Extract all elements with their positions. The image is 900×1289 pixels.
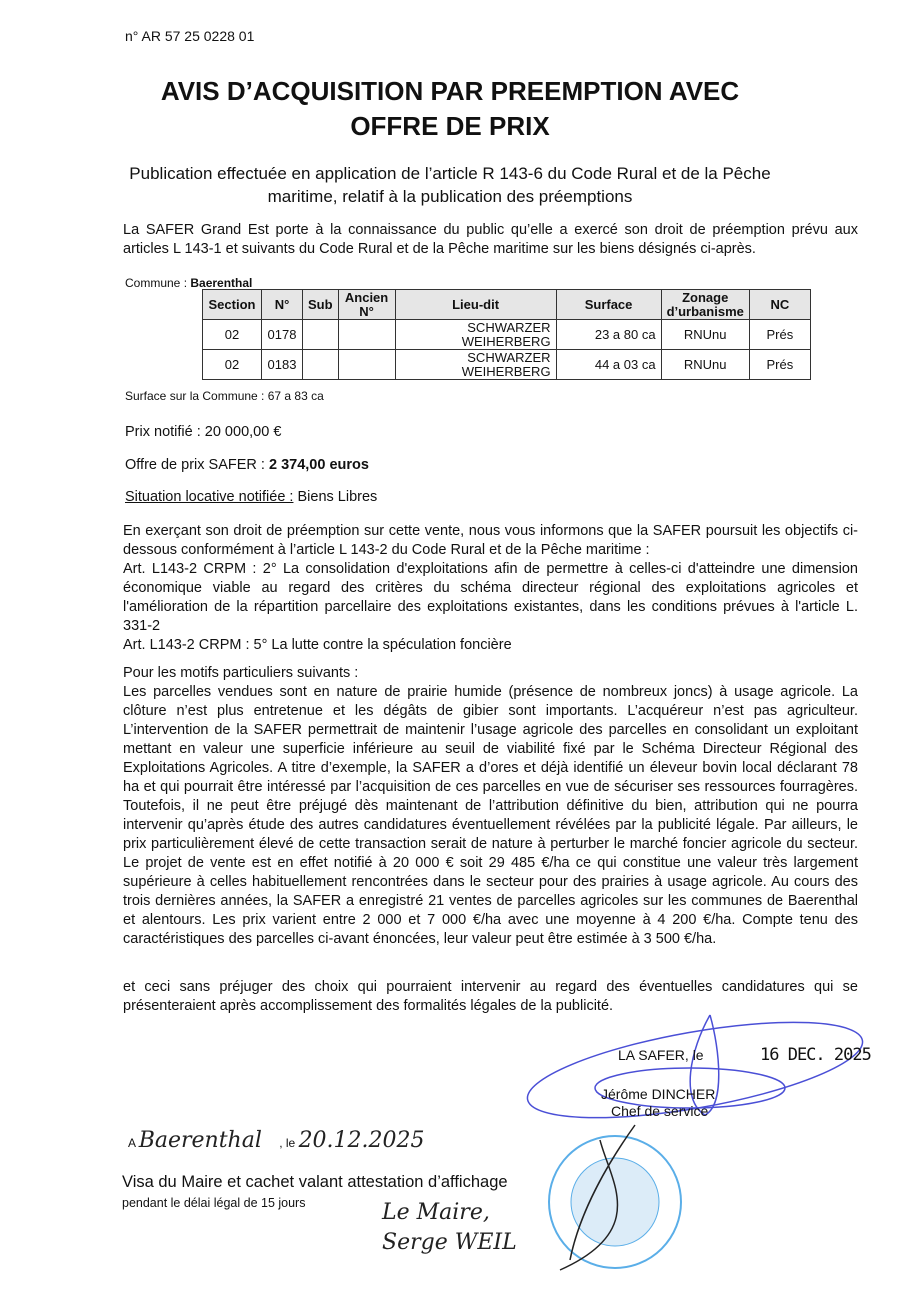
objectives-intro: En exerçant son droit de préemption sur cette vente, nous vous informons que la SAFER poursuit les objectifs ci-dessous conformément à l’article L 143-2 du Code Rural et de la Pêche maritime : (123, 523, 858, 558)
offre-safer (125, 457, 369, 473)
cell-old-number (338, 350, 395, 380)
cell-number: 0178 (262, 320, 303, 350)
a-label: A (128, 1136, 136, 1150)
situation-locative (125, 489, 377, 505)
cell-sub (303, 320, 339, 350)
prix-notifie: Prix notifié : 20 000,00 € (125, 424, 282, 440)
cell-sub (303, 350, 339, 380)
cell-nc: Prés (749, 350, 810, 380)
closing-paragraph: et ceci sans préjuger des choix qui pourraient intervenir au regard des éventuelles candidatures qui se présenteraient après accomplissement des formalités légales de la publicité. (123, 979, 858, 1014)
col-header: Sub (303, 290, 339, 320)
col-header: Zonage d’urbanisme (661, 290, 749, 320)
col-header: Ancien N° (338, 290, 395, 320)
delay-text: pendant le délai légal de 15 jours (122, 1196, 306, 1210)
commune-name: Baerenthal (190, 276, 253, 290)
motifs-text: Les parcelles vendues sont en nature de prairie humide (présence de nombreux joncs) à usage agricole. La clôture n’est plus entretenue et les dégâts de gibier sont importants. L’acquéreur n’est pas agriculteur. L’intervention de la SAFER permettrait de maintenir l’usage agricole des parcelles en consolidant un exploitant mettant en valeur une superficie inférieure au seuil de viabilité fixé par le Schéma Directeur Régional des Exploitations Agricoles. A titre d’exemple, la SAFER a d’ores et déjà identifié un éleveur bovin local déclarant 78 ha et qui pourrait être intéressé par l’acquisition de ces parcelles en vue de sécuriser ses ressources fourragères. Toutefois, il ne peut être préjugé dès maintenant de l’attribution définitive du bien, attribution qui ne pourra intervenir qu’après étude des autres candidatures éventuellement révélées par la publicité légale. Par ailleurs, le prix particulièrement élevé de cette transaction serait de nature à perturber le marché foncier agricole du secteur. Le projet de vente est en effet notifié à 20 000 € soit 29 485 €/ha ce qui constitue une valeur très largement supérieure à celles habituellement rencontrées dans le secteur pour des prairies à usage agricole. Au cours des trois dernières années, la SAFER a enregistré 21 ventes de parcelles agricoles sur les communes de Baerenthal et alentours. Les prix varient entre 2 000 et 7 000 €/ha avec une moyenne à 4 200 €/ha. Compte tenu des caractéristiques des parcelles ci-avant énoncées, leur valeur peut être estimée à 3 500 €/ha. (123, 684, 858, 947)
col-header: Lieu-dit (395, 290, 556, 320)
safer-place: LA SAFER, le (618, 1047, 704, 1063)
date-stamp: 16 DEC. 2025 (760, 1045, 871, 1065)
offre-label: Offre de prix SAFER : (125, 457, 269, 473)
situation-label: Situation locative notifiée : (125, 489, 294, 505)
cell-surface: 23 a 80 ca (556, 320, 661, 350)
cell-zonage: RNUnu (661, 320, 749, 350)
motifs-title: Pour les motifs particuliers suivants : (123, 665, 359, 681)
col-header: NC (749, 290, 810, 320)
motifs-section (123, 664, 858, 949)
col-header: Section (203, 290, 262, 320)
cell-surface: 44 a 03 ca (556, 350, 661, 380)
handwritten-place: Baerenthal (138, 1128, 262, 1153)
document-title (80, 74, 820, 144)
signatory-name: Jérôme DINCHER (601, 1086, 716, 1102)
mairie-stamp (540, 1120, 690, 1285)
table-row (203, 350, 811, 380)
mayor-handwritten-signature: Le Maire, Serge WEIL (382, 1200, 517, 1255)
subtitle: Publication effectuée en application de l’article R 143-6 du Code Rural et de la Pêche maritime, relatif à la publication des préemptions (129, 164, 771, 206)
objective-item: Art. L143-2 CRPM : 2° La consolidation d'exploitations afin de permettre à celles-ci d'atteindre une dimension économique viable au regard des critères du schéma directeur régional des exploitations agricoles et l'amélioration de la répartition parcellaire des exploitations existantes, dans les conditions prévues à l'article L. 331-2 (123, 561, 858, 634)
title-line-1: AVIS D’ACQUISITION PAR PREEMPTION AVEC (160, 76, 740, 106)
objective-item: Art. L143-2 CRPM : 5° La lutte contre la spéculation foncière (123, 637, 512, 653)
parcels-table (202, 289, 811, 380)
objectives-section (123, 522, 858, 655)
signatory-role: Chef de service (611, 1103, 709, 1119)
cell-old-number (338, 320, 395, 350)
handwritten-date: 20.12.2025 (298, 1128, 425, 1153)
table-row (203, 320, 811, 350)
col-header: Surface (556, 290, 661, 320)
visa-text: Visa du Maire et cachet valant attestation d’affichage (122, 1173, 508, 1191)
situation-value: Biens Libres (293, 489, 378, 505)
reference-number: n° AR 57 25 0228 01 (125, 28, 255, 44)
cell-lieu-dit: SCHWARZER WEIHERBERG (395, 320, 556, 350)
cell-number: 0183 (262, 350, 303, 380)
cell-section: 02 (203, 350, 262, 380)
commune (125, 276, 252, 290)
table-header-row (203, 290, 811, 320)
commune-label: Commune : (125, 276, 191, 290)
le-label: , le (279, 1136, 296, 1150)
surface-commune: Surface sur la Commune : 67 a 83 ca (125, 389, 324, 403)
intro-paragraph: La SAFER Grand Est porte à la connaissance du public qu’elle a exercé son droit de préemption prévu aux articles L 143-1 et suivants du Code Rural et de la Pêche maritime sur les biens désignés ci-après. (123, 222, 858, 257)
col-header: N° (262, 290, 303, 320)
title-line-2: OFFRE DE PRIX (350, 111, 550, 141)
cell-section: 02 (203, 320, 262, 350)
cell-lieu-dit: SCHWARZER WEIHERBERG (395, 350, 556, 380)
mayor-place-row (128, 1128, 425, 1153)
cell-zonage: RNUnu (661, 350, 749, 380)
offre-value: 2 374,00 euros (268, 457, 369, 473)
cell-nc: Prés (749, 320, 810, 350)
